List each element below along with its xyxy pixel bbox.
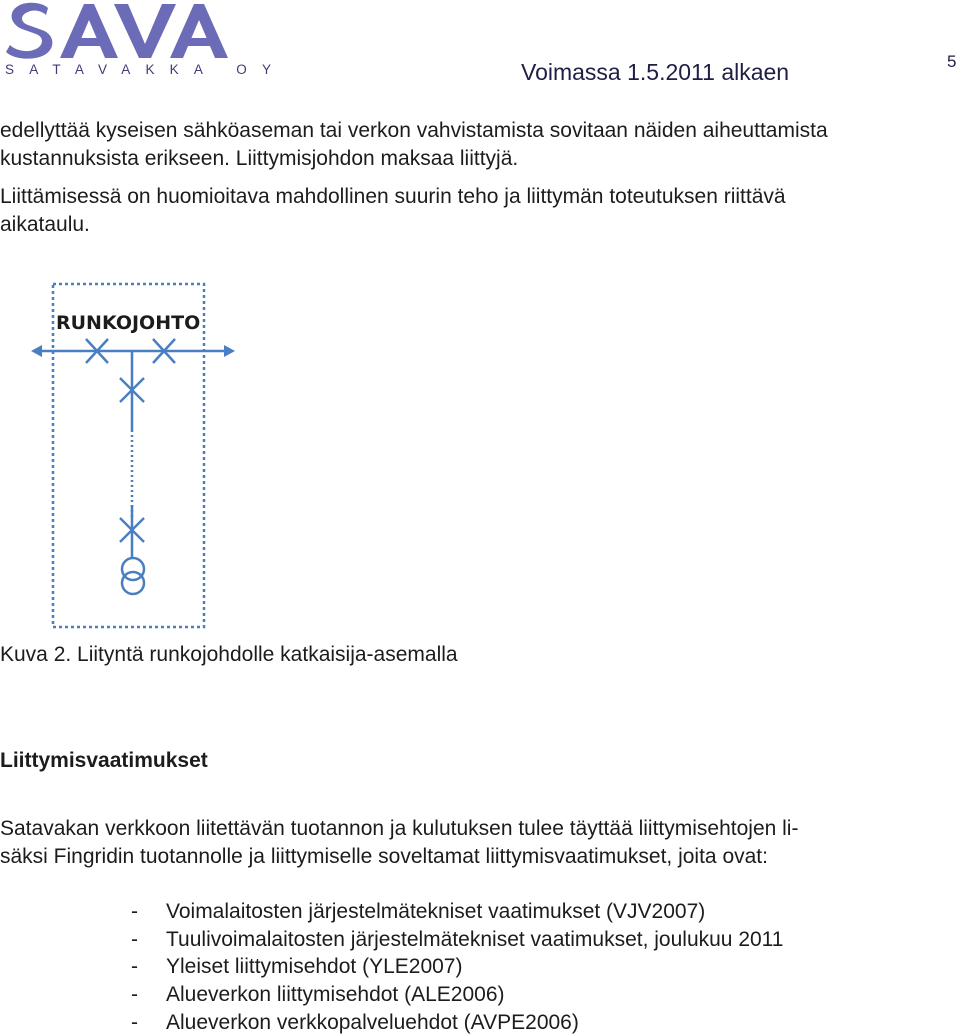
arrow-right-icon (224, 345, 235, 357)
list-item-text: Alueverkon liittymisehdot (ALE2006) (166, 983, 505, 1007)
paragraph-line: Satavakan verkkoon liitettävän tuotannon ja kulutuksen tulee täyttää liittymisehtojen li- (0, 817, 799, 840)
list-bullet: - (131, 927, 138, 951)
arrow-left-icon (31, 345, 42, 357)
diagram-frame (53, 284, 204, 627)
paragraph-line: Liittämisessä on huomioitava mahdollinen suurin teho ja liittymän toteutuksen riittävä (0, 185, 786, 208)
list-item-text: Yleiset liittymisehdot (YLE2007) (166, 955, 463, 979)
list-bullet: - (131, 955, 138, 979)
paragraph-requirements (0, 815, 798, 871)
trunk-line-label: RUNKOJOHTO (56, 312, 201, 334)
figure-caption: Kuva 2. Liityntä runkojohdolle katkaisija-asemalla (0, 643, 458, 666)
paragraph-line: edellyttää kyseisen sähköaseman tai verkon vahvistamista sovitaan näiden aiheuttamista (0, 119, 828, 142)
list-bullet: - (131, 900, 138, 923)
list-item-text: Voimalaitosten järjestelmätekniset vaatimukset (VJV2007) (166, 900, 706, 923)
list-item-text: Alueverkon verkkopalveluehdot (AVPE2006) (166, 1010, 579, 1034)
list-item-text: Tuulivoimalaitosten järjestelmätekniset vaatimukset, joulukuu 2011 (166, 927, 784, 951)
transformer-icon (122, 558, 144, 594)
list-bullet: - (131, 1010, 138, 1034)
connection-diagram (28, 280, 238, 632)
logo-subtitle: SATAVAKKA OY (5, 62, 287, 77)
paragraph-intro (0, 117, 828, 173)
list-bullet: - (131, 983, 138, 1007)
paragraph-line: aikataulu. (0, 213, 90, 236)
page-number: 5 (947, 52, 957, 71)
section-heading: Liittymisvaatimukset (0, 749, 208, 772)
validity-date: Voimassa 1.5.2011 alkaen (521, 59, 790, 85)
paragraph-line: säksi Fingridin tuotannolle ja liittymiselle soveltamat liittymisvaatimukset, joita ovat: (0, 845, 768, 868)
paragraph-line: kustannuksista erikseen. Liittymisjohdon maksaa liittyjä. (0, 147, 519, 170)
paragraph-schedule (0, 183, 786, 239)
